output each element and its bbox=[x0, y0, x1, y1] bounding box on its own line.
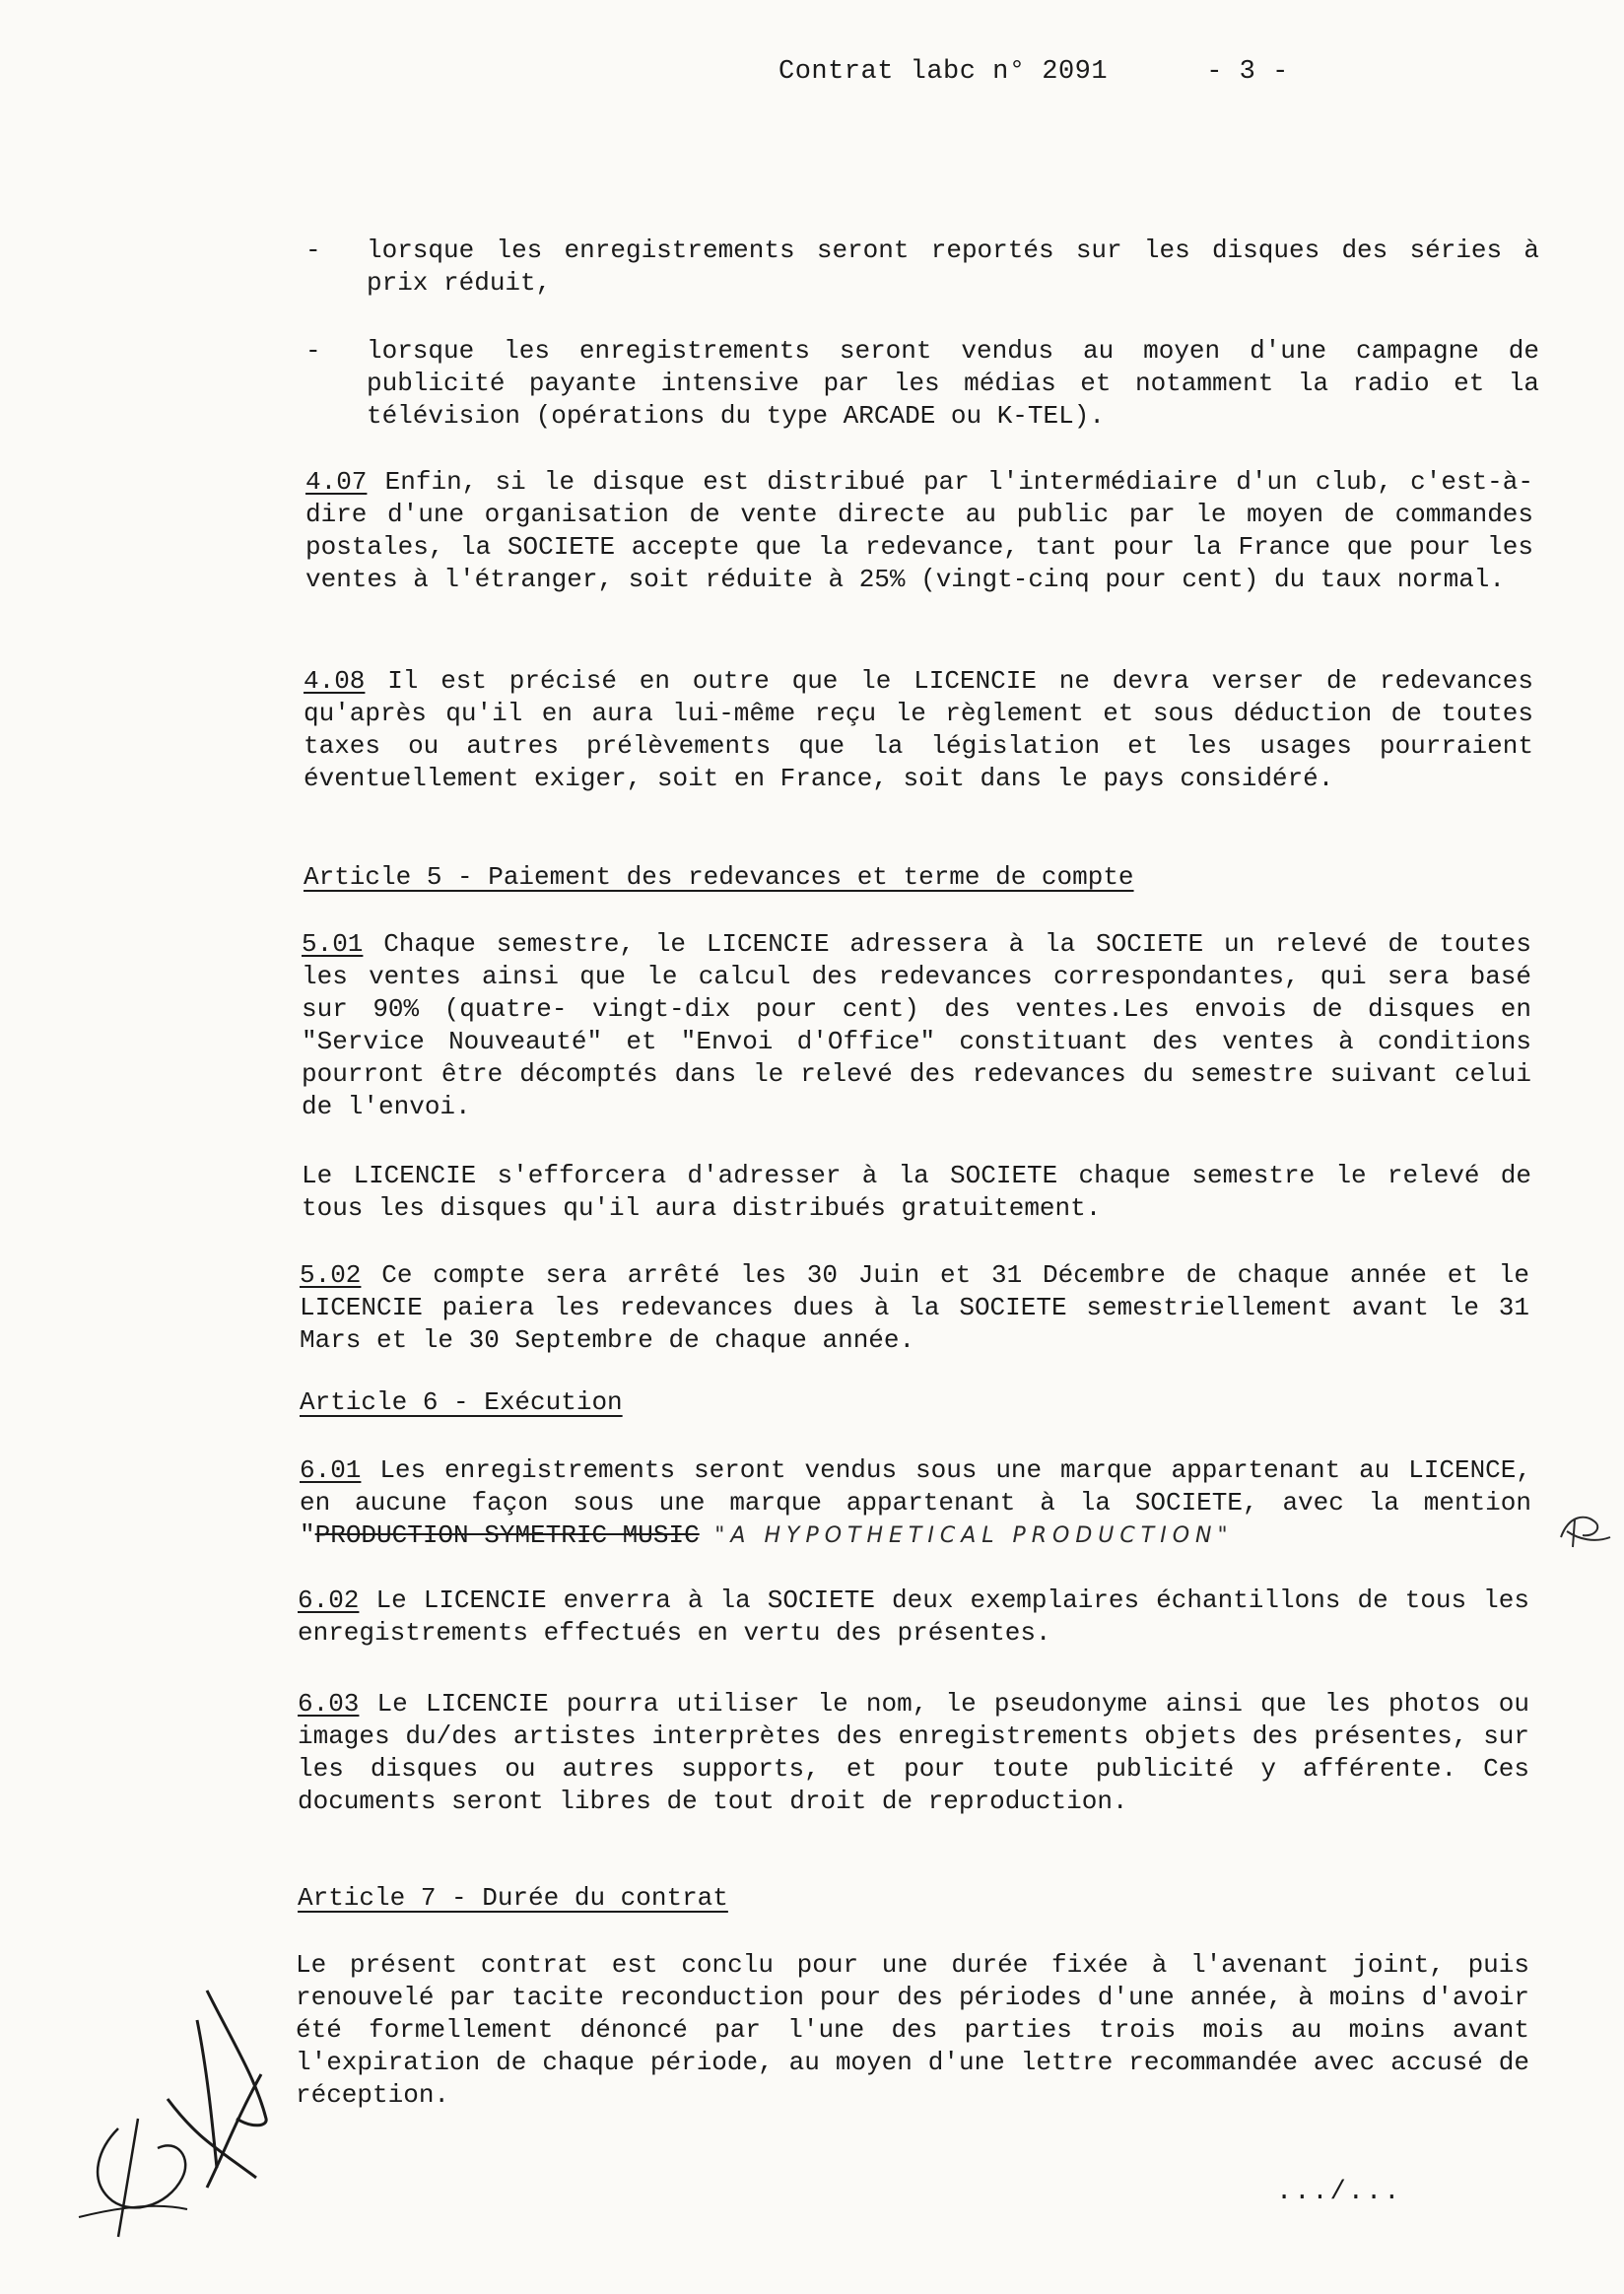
section-number: 5.02 bbox=[300, 1260, 362, 1290]
bullet-text: lorsque les enregistrements seront reportés sur les disques des séries à prix réduit, bbox=[367, 236, 1539, 298]
section-number: 6.01 bbox=[300, 1455, 362, 1485]
handwritten-insertion: "A HYPOTHETICAL PRODUCTION" bbox=[714, 1523, 1234, 1548]
section-4-07 bbox=[305, 466, 1533, 596]
section-6-03 bbox=[298, 1688, 1529, 1818]
page-number: - 3 - bbox=[1206, 57, 1289, 87]
paragraph-article-7 bbox=[296, 1949, 1529, 2112]
initials-mark bbox=[1555, 1508, 1614, 1551]
article-5-heading: Article 5 - Paiement des redevances et terme de compte bbox=[304, 862, 1134, 892]
section-text: Le LICENCIE enverra à la SOCIETE deux exemplaires échantillons de tous les enregistrements effectués en vertu des présentes. bbox=[298, 1586, 1529, 1648]
section-number: 6.02 bbox=[298, 1586, 360, 1615]
section-number: 5.01 bbox=[302, 929, 364, 959]
section-text: Les enregistrements seront vendus sous une marque appartenant au LICENCE, en aucune façon sous une marque appartenant à la SOCIETE, avec la mention " bbox=[300, 1455, 1531, 1550]
section-5-02 bbox=[300, 1259, 1529, 1357]
section-text: Chaque semestre, le LICENCIE adressera à la SOCIETE un relevé de toutes les ventes ainsi que le calcul des redevances correspondantes, qui sera basé sur 90% (quatre- vingt-dix pour cent) des ventes.Les envois de disques en "Service Nouveauté" et "Envoi d'Office" constituant des ventes à conditions pourront être décomptés dans le relevé des redevances du semestre suivant celui de l'envoi. bbox=[302, 929, 1531, 1121]
paragraph-text: Le LICENCIE s'efforcera d'adresser à la SOCIETE chaque semestre le relevé de tous les disques qu'il aura distribués gratuitement. bbox=[302, 1161, 1531, 1223]
section-6-01 bbox=[300, 1454, 1531, 1552]
struck-text: PRODUCTION SYMETRIC MUSIC bbox=[314, 1520, 700, 1550]
article-7-heading: Article 7 - Durée du contrat bbox=[298, 1883, 728, 1913]
continuation-mark: .../... bbox=[1276, 2178, 1402, 2207]
signature-mark bbox=[59, 1981, 296, 2247]
section-number: 4.08 bbox=[304, 666, 366, 696]
paragraph-text: Le présent contrat est conclu pour une durée fixée à l'avenant joint, puis renouvelé par tacite reconduction pour des périodes d'une année, à moins d'avoir été formellement dénoncé par l'une des parties trois mois au moins avant l'expiration de chaque période, au moyen d'une lettre recommandée avec accusé de réception. bbox=[296, 1950, 1529, 2110]
section-text: Enfin, si le disque est distribué par l'intermédiaire d'un club, c'est-à-dire d'une organisation de vente directe au public par le moyen de commandes postales, la SOCIETE accepte que la redevance, tant pour la France que pour les ventes à l'étranger, soit réduite à 25% (vingt-cinq pour cent) du taux normal. bbox=[305, 467, 1533, 594]
section-5-01 bbox=[302, 928, 1531, 1123]
document-page: Contrat labc n° 2091 - 3 - - lorsque les enregistrements seront reportés sur les disques des séries à prix réduit, - lorsque les enregistrements seront vendus au moyen d'une campagne de publicité payante intensive par les médias et notamment la radio et la télévision (opérations du type ARCADE ou K-TEL). 4.07 Enfin, si le disque est distribué par l'intermédiaire d'un club, c'est-à-dire d'une organisation de vente directe au public par le moyen de commandes postales, la SOCIETE accepte que la redevance, tant pour la France que pour les ventes à l'étranger, soit réduite à 25% (vingt-cinq pour cent) du taux normal. 4.08 Il est précisé en outre que le LICENCIE ne devra verser de redevances qu'après qu'il en aura lui-même reçu le règlement et sous déduction de toutes taxes ou autres prélèvements que la législation et les usages pourraient éventuellement exiger, soit en France, soit dans le pays considéré. Article 5 - Paiement des redevances et terme de compte 5.01 Chaque semestre, le LICENCIE adressera à la SOCIETE un relevé de toutes les ventes ainsi que le calcul des redevances correspondantes, qui sera basé sur 90% (quatre- vingt-dix pour cent) des ventes.Les envois de disques en "Service Nouveauté" et "Envoi d'Office" constituant des ventes à conditions pourront être décomptés dans le relevé des redevances du semestre suivant celui de l'envoi. Le LICENCIE s'efforcera d'adresser à la SOCIETE chaque semestre le relevé de tous les disques qu'il aura distribués gratuitement. 5.02 Ce compte sera arrêté les 30 Juin et 31 Décembre de chaque année et le LICENCIE paiera les redevances dues à la SOCIETE semestriellement avant le 31 Mars et le 30 Septembre de chaque année. Article 6 - Exécution 6.01 Les enregistrements seront vendus sous une marque appartenant au LICENCE, en aucune façon sous une marque appartenant à la SOCIETE, avec la mention "PRODUCTION SYMETRIC MUSIC "A HYPOTHETICAL PRODUCTION" 6.02 Le LICENCIE enverra à la SOCIETE deux exemplaires échantillons de tous les enregistrements effectués en vertu des présentes. 6.03 Le LICENCIE pourra utiliser le nom, le pseudonyme ainsi que les photos ou images du/des artistes interprètes des enregistrements objets des présentes, sur les disques ou autres supports, et pour toute publicité y afférente. Ces documents seront libres de tout droit de reproduction. Article 7 - Durée du contrat Le présent contrat est conclu pour une durée fixée à l'avenant joint, puis renouvelé par tacite reconduction pour des périodes d'une année, à moins d'avoir été formellement dénoncé par l'une des parties trois mois au moins avant l'expiration de chaque période, au moyen d'une lettre recommandée avec accusé de réception. .../... bbox=[0, 0, 1624, 2294]
contract-number: Contrat labc n° 2091 bbox=[778, 57, 1109, 87]
section-number: 6.03 bbox=[298, 1689, 360, 1719]
article-6-heading: Article 6 - Exécution bbox=[300, 1387, 623, 1417]
bullet-text: lorsque les enregistrements seront vendus au moyen d'une campagne de publicité payante intensive par les médias et notamment la radio et la télévision (opérations du type ARCADE ou K-TEL). bbox=[367, 336, 1539, 431]
section-4-08 bbox=[304, 665, 1533, 795]
section-text: Il est précisé en outre que le LICENCIE ne devra verser de redevances qu'après qu'il en aura lui-même reçu le règlement et sous déduction de toutes taxes ou autres prélèvements que la législation et les usages pourraient éventuellement exiger, soit en France, soit dans le pays considéré. bbox=[304, 666, 1533, 793]
paragraph-5-01b bbox=[302, 1160, 1531, 1225]
section-text: Le LICENCIE pourra utiliser le nom, le pseudonyme ainsi que les photos ou images du/des artistes interprètes des enregistrements objets des présentes, sur les disques ou autres supports, et pour toute publicité y afférente. Ces documents seront libres de tout droit de reproduction. bbox=[298, 1689, 1529, 1816]
section-text: Ce compte sera arrêté les 30 Juin et 31 Décembre de chaque année et le LICENCIE paiera les redevances dues à la SOCIETE semestriellement avant le 31 Mars et le 30 Septembre de chaque année. bbox=[300, 1260, 1529, 1355]
page-header bbox=[778, 57, 1289, 87]
section-6-02 bbox=[298, 1585, 1529, 1650]
section-number: 4.07 bbox=[305, 467, 368, 497]
